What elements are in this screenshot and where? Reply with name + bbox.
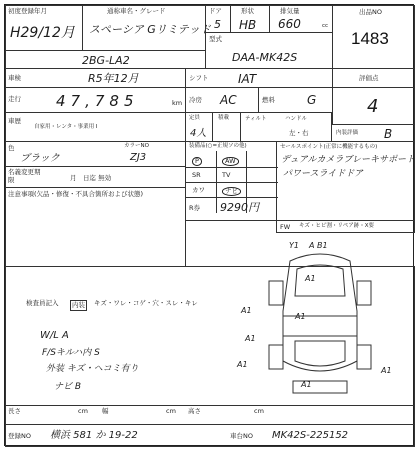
mileage-value: 47,785 [56,92,139,110]
fw-label: FW [280,223,291,231]
capacity-cell [185,112,213,142]
interior-value: B [384,127,393,141]
reg-value: 横浜 581 か 19-22 [50,430,138,441]
mark-right-rear: A1 [381,366,392,375]
doors-label: ドア [209,7,222,15]
shift-label: シフト [189,74,209,82]
mark-roof: A1 [295,312,306,321]
reg-label: 登録NO [8,432,31,440]
car-diagram [245,241,395,406]
mileage-unit: km [172,99,183,107]
ac-label: 冷房 [189,96,202,104]
inspector-interior-items: キズ・ワレ・コゲ・穴・スレ・キレ [94,299,198,307]
capacity-label: 定員 [189,115,201,121]
ac-cell [185,87,259,113]
interior-label: 内装評価 [336,130,359,136]
capacity-value: 4人 [190,128,207,139]
footer-row [5,424,415,447]
fw-cell [276,220,415,233]
shift-cell [185,68,333,88]
inspector-note-2: F/Sキルハ内 S [42,348,100,358]
selling-point-2: パワースライドドア [283,169,364,179]
model-code-cell [205,32,333,69]
score-label: 評価点 [359,74,379,82]
equip-aw: AW [222,157,239,166]
chassis-code-cell [5,50,206,69]
dim-height-label: 高さ [188,407,201,415]
fw-items: キズ・ヒビ割・リペア跡・X要 [299,223,375,229]
mark-left-front: A1 [241,306,252,315]
chassis-label: 車台NO [230,432,253,440]
color-label: 色 [8,144,15,152]
score-label-cell [332,68,415,88]
dim-width-label: 幅 [102,407,109,415]
selling-points-label: セールスポイント(正常に機能するもの) [280,144,378,150]
chassis-code: 2BG-LA2 [82,54,130,67]
selling-points-cell [276,141,415,221]
equipment-cell [185,141,277,221]
history-label: 車歴 [8,117,21,125]
model-value: スペーシア Gリミテッド [89,23,211,36]
equip-navi: ナビ [222,187,241,196]
lot-number: 1483 [351,29,389,48]
shift-value: IAT [238,72,257,86]
mileage-label: 走行 [8,95,21,103]
model-code-label: 型式 [209,35,222,43]
inspection-cell [5,68,186,88]
type-label: 形状 [241,7,254,15]
mark-left-rear: A1 [245,334,256,343]
inspector-interior-label: 内装 [72,301,85,309]
score-value-cell [332,87,415,125]
type-cell [230,5,270,33]
dims-row [5,405,415,425]
equip-p: P [192,157,202,166]
equip-sr: SR [192,171,201,179]
recycle-value: 9290円 [220,201,259,214]
mark-left-bottom: A1 [237,360,248,369]
equip-leather: カワ [192,186,205,194]
fuel-label: 燃料 [262,96,275,104]
mark-hood: A1 [305,274,316,283]
first-reg-value: H29/12月 [10,25,75,41]
auction-sheet [4,4,414,446]
handle-label: ハンドル [285,116,308,122]
inspector-note-1: W/L A [40,330,69,341]
model-label: 通称車名・グレード [107,7,166,15]
dim-length-label: 長さ [8,407,21,415]
inspector-note-4: ナビ B [54,382,82,392]
first-reg-label: 初度登録年月 [8,7,47,15]
inspector-label: 検査員記入 [26,299,59,307]
doors-cell [205,5,231,33]
inspector-note-3: 外装 キズ・ヘコミ有り [46,364,139,374]
color-code-label: カラーNO [124,143,149,149]
color-cell [5,141,186,167]
handle-cell [240,112,332,142]
dim-length-unit: cm [78,407,88,415]
displacement-label: 排気量 [280,7,300,15]
recycle-label: R券 [189,204,201,212]
load-cell [212,112,241,142]
chassis-value: MK42S-225152 [272,430,349,441]
mark-rear: A1 [301,380,312,389]
dim-width-unit: cm [166,407,176,415]
inspection-value: R5年12月 [88,72,139,85]
type-value: HB [239,18,257,32]
lot-cell [332,5,415,69]
color-value: ブラック [20,153,60,164]
name-change-label: 名義変更期限 [8,168,41,184]
color-code-value: ZJ3 [130,152,147,163]
model-cell [82,5,211,51]
name-change-cell [5,166,186,188]
displacement-cell [269,5,333,33]
first-reg-cell [5,5,83,51]
load-label: 積載 [218,115,230,121]
interior-cell [331,124,415,142]
fuel-cell [258,87,333,113]
score-value: 4 [367,96,379,117]
name-change-value: 月 日迄 無効 [70,174,112,182]
handle-value: 左・右 [289,129,309,137]
tilt-label: ティルト [245,116,267,122]
mileage-cell [5,87,186,113]
dim-height-unit: cm [254,407,264,415]
notes-cell [5,187,186,267]
equipment-label: 装備品(○=正規ソの他) [189,143,247,149]
lot-label: 出品NO [359,8,382,16]
notes-label: 注意事項(欠品・修復・不具合箇所および状態) [8,190,144,198]
history-value: 自家用・レンタ・事業用 I [34,124,98,130]
inspection-label: 車検 [8,74,21,82]
ac-value: AC [220,93,237,107]
selling-point-1: デュアルカメラブレーキサポート [281,155,416,165]
fuel-value: G [307,93,317,107]
mark-top-1: Y1 [289,241,299,250]
displacement-value: 660 [278,17,301,31]
history-cell [5,112,186,142]
model-code-value: DAA-MK42S [232,51,298,64]
equip-tv: TV [222,171,231,179]
doors-value: 5 [214,18,221,31]
cc-unit: cc [322,23,329,29]
mark-top-2: A B1 [309,241,328,250]
